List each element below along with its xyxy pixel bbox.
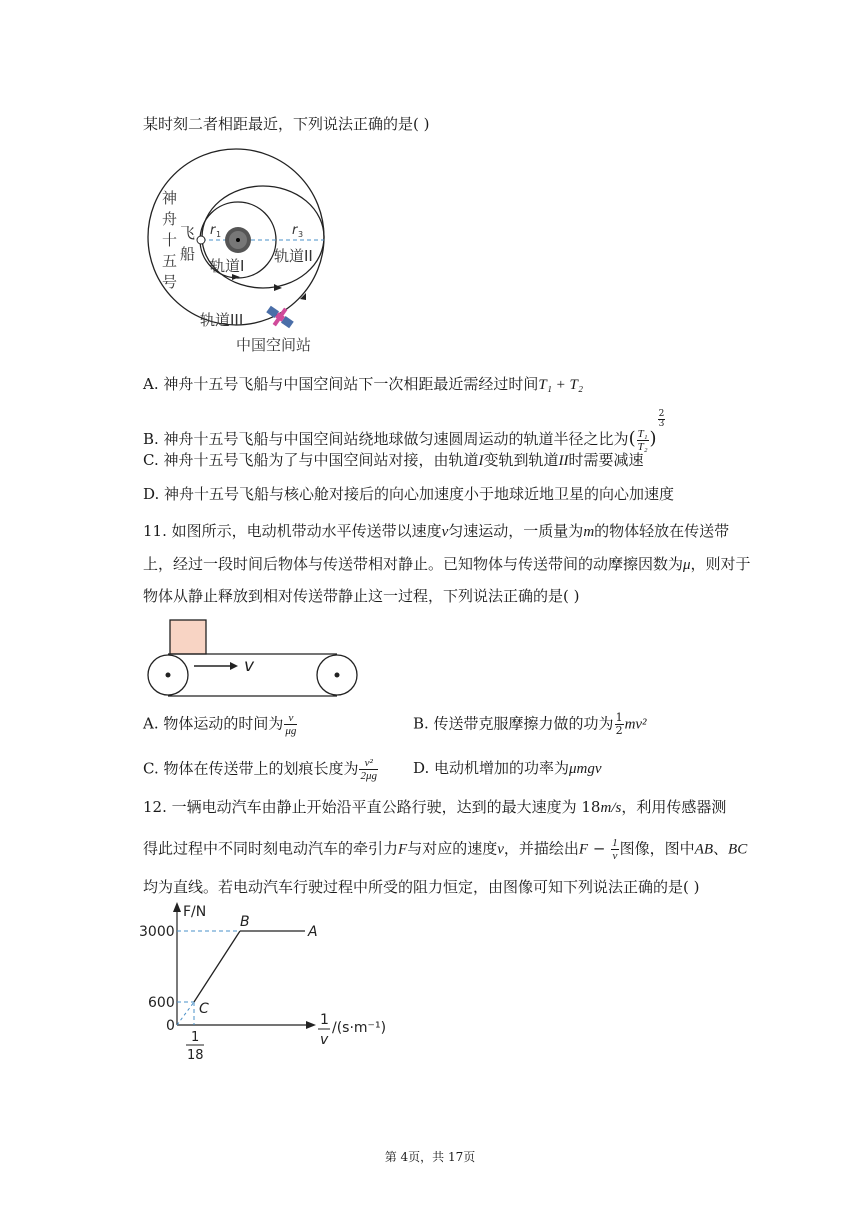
q12-line-3: 均为直线。若电动汽车行驶过程中所受的阻力恒定，由图像可知下列说法正确的是( ) <box>143 878 700 896</box>
ship-char-7: 船 <box>180 245 196 263</box>
x-label-den: v <box>320 1032 329 1048</box>
orbit-2-arrow <box>274 284 282 291</box>
block <box>170 620 206 654</box>
orbit-3-label: 轨道III <box>200 311 244 329</box>
q10-a-text: A. 神舟十五号飞船与中国空间站下一次相距最近需经过时间 <box>143 375 539 393</box>
q10-option-a <box>143 373 583 396</box>
line-bc <box>194 931 240 1002</box>
q12-line-1: 12. 一辆电动汽车由静止开始沿平直公路行驶，达到的最大速度为 18m/s，利用传感器测 <box>143 798 727 816</box>
ship-char-5: 号 <box>162 273 178 291</box>
q10-option-d: D. 神舟十五号飞船与核心舱对接后的向心加速度小于地球近地卫星的向心加速度 <box>143 485 675 503</box>
r3-label: r <box>292 223 298 238</box>
point-c: C <box>199 1001 209 1017</box>
x-tick-den: 18 <box>187 1048 204 1063</box>
spacecraft <box>197 236 205 244</box>
orbit-figure <box>140 145 340 360</box>
ship-char-1: 神 <box>162 189 178 207</box>
q10-stem: 某时刻二者相距最近，下列说法正确的是( ) <box>143 115 430 133</box>
q11-line-2: 上，经过一段时间后物体与传送带相对静止。已知物体与传送带间的动摩擦因数为μ，则对于 <box>143 555 751 573</box>
orbit-1-label: 轨道I <box>210 257 245 275</box>
point-b: B <box>240 914 250 930</box>
origin-label: 0 <box>166 1018 175 1034</box>
q11-line-3: 物体从静止释放到相对传送带静止这一过程，下列说法正确的是( ) <box>143 587 580 605</box>
x-label-num: 1 <box>320 1012 329 1028</box>
station-label: 中国空间站 <box>236 336 312 354</box>
ship-char-6: 飞 <box>180 224 196 242</box>
f-inverse-v-graph <box>130 898 400 1068</box>
y-tick-600: 600 <box>148 995 175 1011</box>
q11-line-1: 11. 如图所示，电动机带动水平传送带以速度v匀速运动，一质量为m的物体轻放在传送带 <box>143 522 730 540</box>
ship-char-3: 十 <box>162 231 178 249</box>
q11-option-d: D. 电动机增加的功率为μmgv <box>413 759 602 777</box>
ship-char-4: 五 <box>162 252 178 270</box>
q12-line-2: 得此过程中不同时刻电动汽车的牵引力F与对应的速度v，并描绘出F − $\frac{1}{v}$ 图像，图中AB、BC <box>143 837 748 862</box>
ship-char-2: 舟 <box>162 210 178 228</box>
q10-b-frac: $\frac{\text{T₁}}{\text{T₂}}$ <box>637 427 648 453</box>
conveyor-figure <box>140 615 370 700</box>
page-footer: 第 4页，共 17页 <box>384 1150 476 1164</box>
q10-b-exp: $\frac{2}{3}$ <box>658 409 665 429</box>
q10-option-b: B. 神舟十五号飞船与中国空间站绕地球做匀速圆周运动的轨道半径之比为( $\frac{\text{T₁}}{\text{T₂}}$ ) $\frac{2}{3}$ <box>143 409 665 453</box>
x-tick-num: 1 <box>191 1030 200 1045</box>
x-axis-unit: /(s·m⁻¹) <box>332 1020 387 1036</box>
r3-sub: 3 <box>298 230 304 239</box>
q10-b-text: B. 神舟十五号飞船与中国空间站绕地球做匀速圆周运动的轨道半径之比为 <box>143 430 629 448</box>
velocity-label: v <box>244 656 255 676</box>
q11-option-b: B. 传送带克服摩擦力做的功为 $\frac{1}{2}$ mv² <box>413 711 647 737</box>
y-tick-3000: 3000 <box>139 924 175 940</box>
point-a: A <box>308 924 318 940</box>
q10-option-c: C. 神舟十五号飞船为了与中国空间站对接，由轨道I变轨到轨道II时需要减速 <box>143 451 644 469</box>
y-axis-label: F/N <box>183 904 207 920</box>
q11-option-c: C. 物体在传送带上的划痕长度为 $\frac{\text{v²}}{2\mu g}$ <box>143 757 378 782</box>
r1-label: r <box>210 223 216 238</box>
r1-sub: 1 <box>216 230 222 239</box>
q10-a-math: T₁ + T₂ <box>538 377 584 393</box>
orbit-2-label: 轨道II <box>274 247 313 265</box>
q11-option-a: A. 物体运动的时间为 $\frac{v}{\mu g}$ <box>143 712 297 737</box>
